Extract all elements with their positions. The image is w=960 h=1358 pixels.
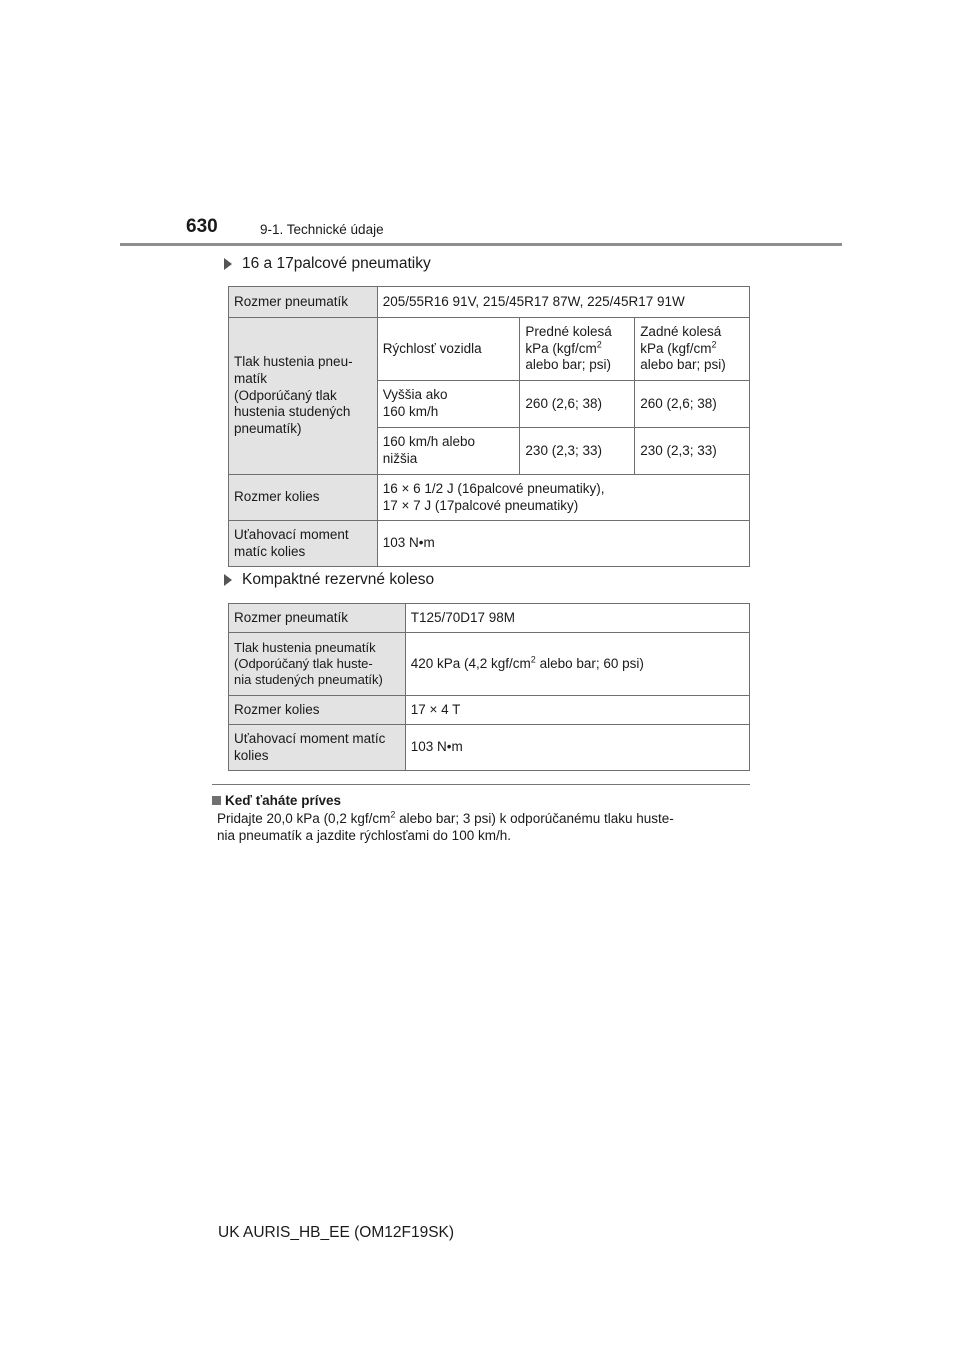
subsection-title: 16 a 17palcové pneumatiky	[242, 255, 431, 272]
subsection-heading-tires	[224, 255, 431, 273]
pressure-value: 420 kPa (4,2 kgf/$cm^2$ alebo bar; 60 psi)	[405, 633, 749, 696]
wheel-size-value: 17 × 4 T	[405, 696, 749, 725]
front-pressure-value: 230 (2,3; 33)	[520, 428, 635, 475]
rear-wheels-header: Zadné kolesá kPa ($kgf/cm^2$ alebo bar; psi)	[635, 318, 750, 381]
pressure-label: Tlak hustenia pneu- matík (Odporúčaný tlak hustenia studených pneumatík)	[229, 318, 378, 475]
note-title: Keď ťaháte príves	[212, 792, 752, 810]
tire-size-label: Rozmer pneumatík	[229, 604, 406, 633]
note-divider	[212, 784, 750, 785]
torque-label: Uťahovací moment matíc kolies	[229, 521, 378, 567]
tire-size-value: 205/55R16 91V, 215/45R17 87W, 225/45R17 91W	[377, 287, 749, 318]
table-row	[229, 475, 750, 521]
triangle-bullet-icon	[224, 258, 232, 270]
header-divider	[120, 243, 842, 246]
rear-pressure-value: 260 (2,6; 38)	[635, 381, 750, 428]
rear-pressure-value: 230 (2,3; 33)	[635, 428, 750, 475]
table-row	[229, 633, 750, 696]
wheel-size-label: Rozmer kolies	[229, 696, 406, 725]
table-row	[229, 725, 750, 771]
page-footer: UK AURIS_HB_EE (OM12F19SK)	[218, 1224, 455, 1241]
pressure-label: Tlak hustenia pneumatík (Odporúčaný tlak huste- nia studených pneumatík)	[229, 633, 406, 696]
torque-value: 103 N•m	[377, 521, 749, 567]
front-wheels-header: Predné kolesá kPa ($kgf/cm^2$ alebo bar; psi)	[520, 318, 635, 381]
speed-header: Rýchlosť vozidla	[377, 318, 520, 381]
table-row	[229, 318, 750, 381]
tire-size-value: T125/70D17 98M	[405, 604, 749, 633]
torque-label: Uťahovací moment matíc kolies	[229, 725, 406, 771]
spare-wheel-table	[228, 603, 750, 771]
wheel-size-label: Rozmer kolies	[229, 475, 378, 521]
table-row	[229, 521, 750, 567]
page-number: 630	[186, 216, 218, 237]
table-row	[229, 287, 750, 318]
section-title: 9-1. Technické údaje	[260, 222, 384, 237]
wheel-size-value: 16 × 6 1/2 J (16palcové pneumatiky), 17 × 7 J (17palcové pneumatiky)	[377, 475, 749, 521]
square-bullet-icon	[212, 796, 221, 805]
towing-note	[212, 792, 752, 845]
speed-value: 160 km/h alebo nižšia	[377, 428, 520, 475]
note-text: Pridajte 20,0 kPa (0,2 kgf/$cm^2$ alebo bar; 3 psi) k odporúčanému tlaku huste- nia pneumatík a jazdite rýchlosťami do 100 km/h.	[217, 809, 674, 844]
torque-value: 103 N•m	[405, 725, 749, 771]
tire-size-label: Rozmer pneumatík	[229, 287, 378, 318]
subsection-heading-spare	[224, 571, 434, 589]
front-pressure-value: 260 (2,6; 38)	[520, 381, 635, 428]
table-row	[229, 604, 750, 633]
subsection-title: Kompaktné rezervné koleso	[242, 571, 435, 588]
table-row	[229, 696, 750, 725]
tire-spec-table	[228, 286, 750, 567]
triangle-bullet-icon	[224, 574, 232, 586]
speed-value: Vyššia ako 160 km/h	[377, 381, 520, 428]
